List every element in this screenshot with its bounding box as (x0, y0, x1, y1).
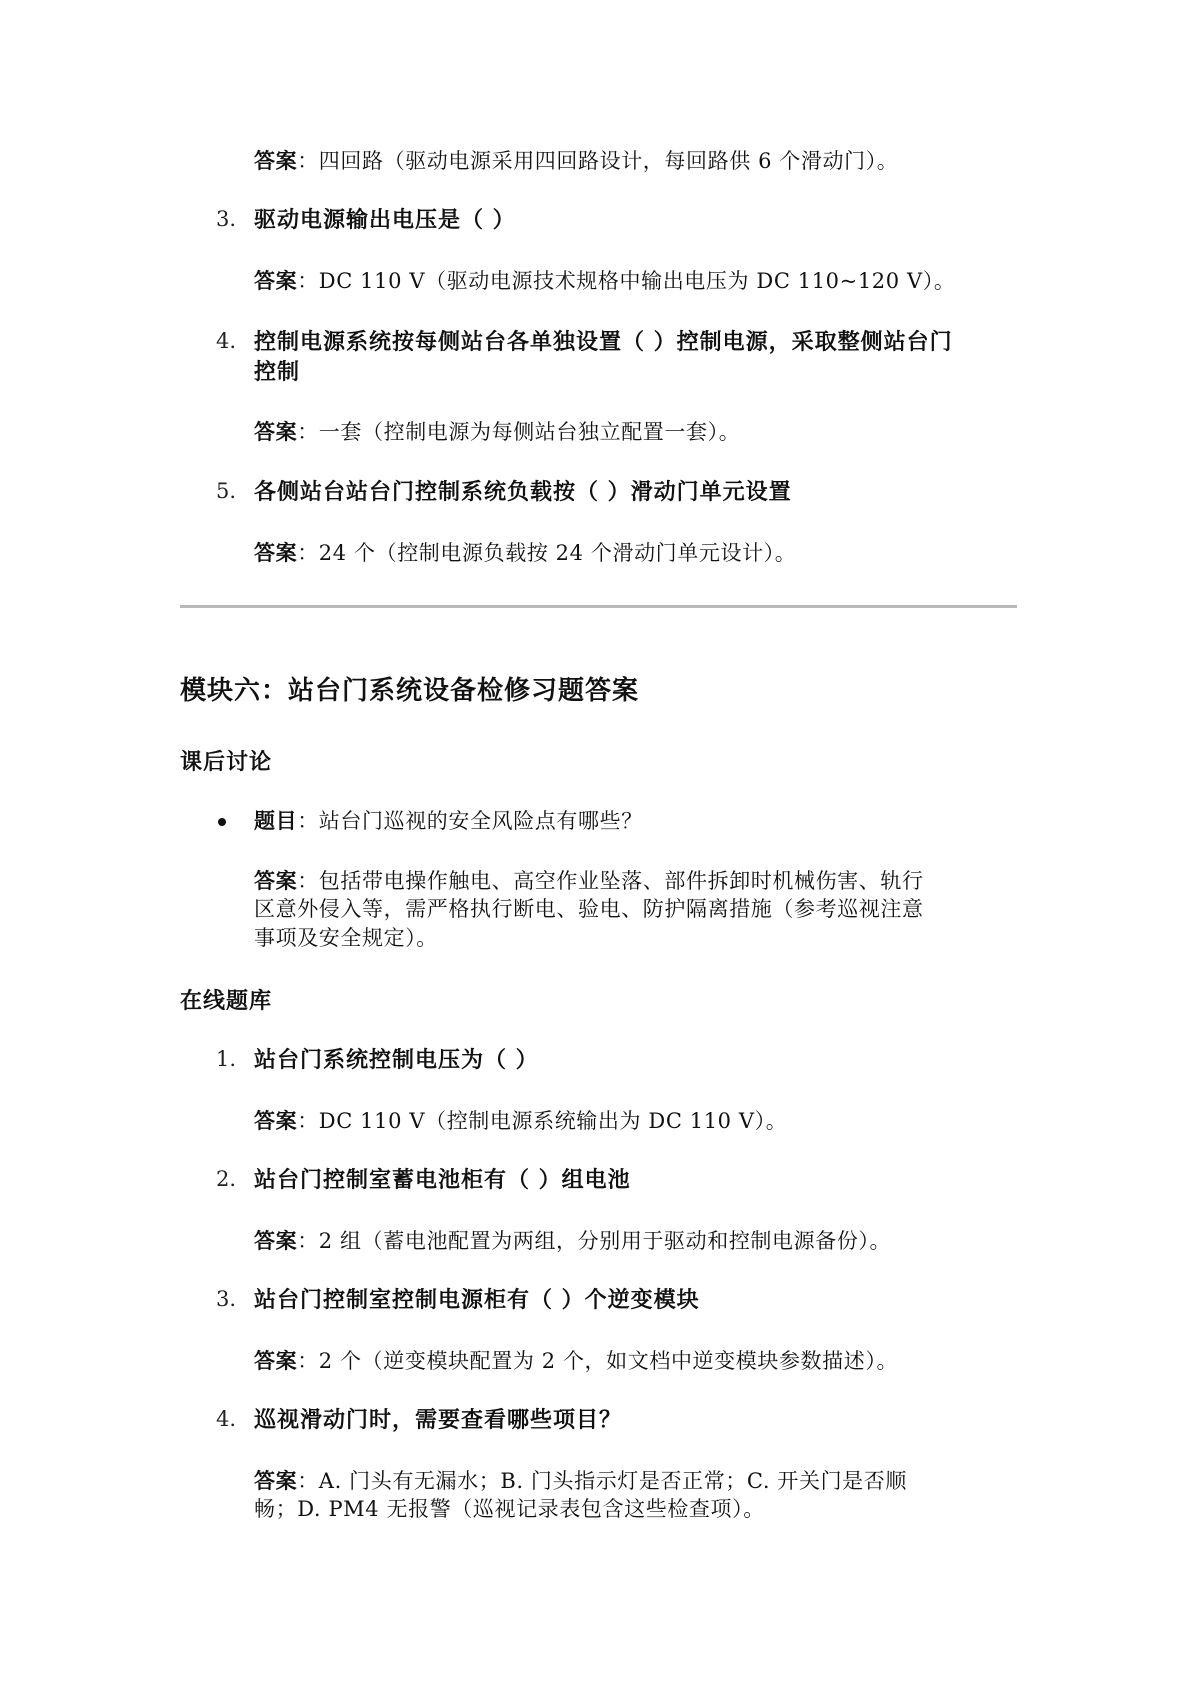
answer-text: ：A. 门头有无漏水；B. 门头指示灯是否正常；C. 开关门是否顺 (297, 1469, 907, 1493)
answer-label: 答案 (254, 419, 298, 444)
answer-bank-q2 (254, 1226, 891, 1256)
discussion-heading: 课后讨论 (180, 749, 273, 775)
answer-label: 答案 (254, 1348, 298, 1373)
question-text-line1: 控制电源系统按每侧站台各单独设置（ ）控制电源，采取整侧站台门 (254, 329, 953, 355)
question-text: 站台门控制室蓄电池柜有（ ）组电池 (254, 1167, 631, 1193)
topic-text: ：站台门巡视的安全风险点有哪些？ (297, 809, 643, 833)
question-number: 4. (215, 1407, 236, 1431)
section-title: 模块六：站台门系统设备检修习题答案 (180, 676, 640, 706)
bullet-icon (218, 818, 226, 826)
discussion-answer-line1 (254, 866, 924, 896)
answer-label: 答案 (254, 868, 298, 893)
answer-text: ：DC 110 V（控制电源系统输出为 DC 110 V）。 (297, 1109, 788, 1133)
answer-label: 答案 (254, 1228, 298, 1253)
question-text: 站台门系统控制电压为（ ） (254, 1047, 539, 1073)
horizontal-divider (180, 605, 1017, 608)
answer-text: ：DC 110 V（驱动电源技术规格中输出电压为 DC 110~120 V）。 (297, 269, 956, 293)
answer-text: ：一套（控制电源为每侧站台独立配置一套）。 (297, 420, 741, 444)
answer-text: ：2 组（蓄电池配置为两组，分别用于驱动和控制电源备份）。 (297, 1229, 892, 1253)
discussion-answer-line2: 区意外侵入等，需严格执行断电、验电、防护隔离措施（参考巡视注意 (254, 897, 924, 921)
answer-q5 (254, 538, 796, 568)
question-text: 驱动电源输出电压是（ ） (254, 207, 516, 233)
question-text: 各侧站台站台门控制系统负载按（ ）滑动门单元设置 (254, 479, 792, 505)
answer-text: ：24 个（控制电源负载按 24 个滑动门单元设计）。 (297, 541, 797, 565)
answer-label: 答案 (254, 1108, 298, 1133)
question-number: 5. (215, 479, 236, 503)
answer-label: 答案 (254, 540, 298, 565)
question-text: 站台门控制室控制电源柜有（ ）个逆变模块 (254, 1287, 700, 1313)
answer-label: 答案 (254, 148, 298, 173)
answer-bank-q4-line2: 畅；D. PM4 无报警（巡视记录表包含这些检查项）。 (254, 1497, 765, 1521)
discussion-answer-line3: 事项及安全规定）。 (254, 926, 438, 950)
answer-q2-prev (254, 146, 898, 176)
topic-label: 题目 (254, 808, 298, 833)
answer-text: ：四回路（驱动电源采用四回路设计，每回路供 6 个滑动门）。 (297, 149, 899, 173)
answer-text: ：包括带电操作触电、高空作业坠落、部件拆卸时机械伤害、轨行 (297, 869, 924, 893)
answer-label: 答案 (254, 1468, 298, 1493)
answer-bank-q1 (254, 1106, 787, 1136)
question-number: 4. (215, 329, 236, 353)
bank-heading: 在线题库 (180, 988, 273, 1014)
question-number: 2. (215, 1167, 236, 1191)
answer-label: 答案 (254, 268, 298, 293)
answer-bank-q3 (254, 1346, 898, 1376)
answer-bank-q4-line1 (254, 1466, 907, 1496)
discussion-topic (254, 806, 643, 836)
answer-text: ：2 个（逆变模块配置为 2 个，如文档中逆变模块参数描述）。 (297, 1349, 899, 1373)
answer-q4 (254, 417, 740, 447)
question-number: 1. (215, 1047, 236, 1071)
answer-q3 (254, 266, 955, 296)
question-number: 3. (215, 1287, 236, 1311)
question-text-line2: 控制 (254, 359, 301, 385)
question-text: 巡视滑动门时，需要查看哪些项目？ (254, 1407, 623, 1433)
question-number: 3. (215, 207, 236, 231)
